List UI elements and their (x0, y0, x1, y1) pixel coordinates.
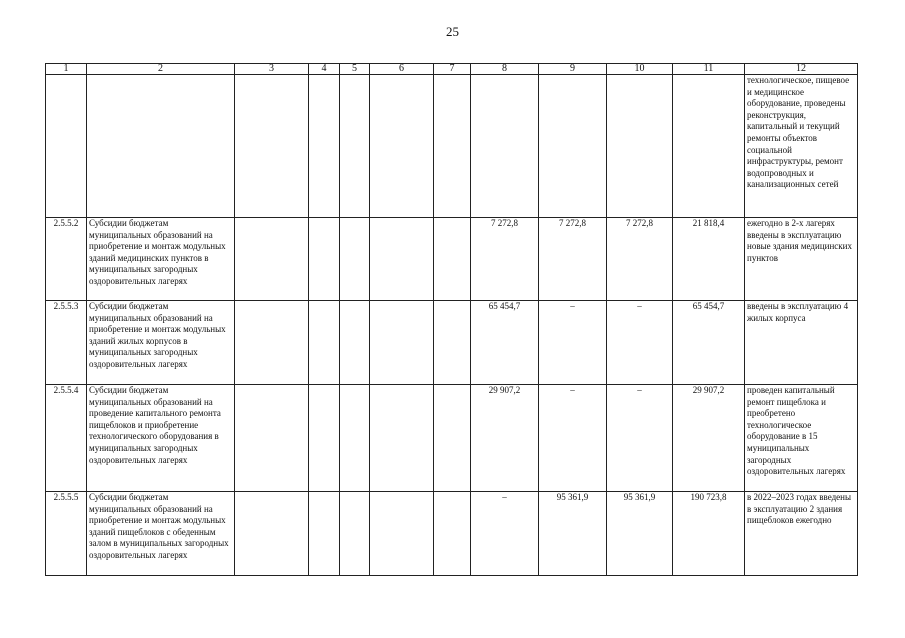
empty-cell (235, 301, 309, 385)
empty-cell (434, 218, 471, 301)
empty-cell (434, 385, 471, 492)
row-name: Субсидии бюджетам муниципальных образований на приобретение и монтаж модульных зданий жилых корпусов в муниципальных загородных оздоровительных лагерях (87, 301, 235, 385)
column-header: 10 (607, 64, 673, 75)
row-code (46, 75, 87, 218)
value-col11: 29 907,2 (673, 385, 745, 492)
column-header: 5 (340, 64, 370, 75)
value-col9 (539, 75, 607, 218)
value-col11: 21 818,4 (673, 218, 745, 301)
value-col9: – (539, 301, 607, 385)
empty-cell (340, 301, 370, 385)
value-col8: – (471, 492, 539, 576)
empty-cell (340, 75, 370, 218)
row-result: проведен капитальный ремонт пищеблока и преобретено технологическое оборудование в 15 муниципальных загородных оздоровительных лагерях (745, 385, 858, 492)
row-name (87, 75, 235, 218)
column-header: 11 (673, 64, 745, 75)
row-name: Субсидии бюджетам муниципальных образований на приобретение и монтаж модульных зданий пищеблоков с обеденным залом в муниципальных загородных оздоровительных лагерях (87, 492, 235, 576)
empty-cell (434, 75, 471, 218)
column-header: 4 (309, 64, 340, 75)
column-header: 1 (46, 64, 87, 75)
empty-cell (309, 492, 340, 576)
value-col10: 7 272,8 (607, 218, 673, 301)
value-col9: 7 272,8 (539, 218, 607, 301)
column-header: 7 (434, 64, 471, 75)
page-number: 25 (446, 24, 459, 39)
value-col10: – (607, 385, 673, 492)
row-code: 2.5.5.4 (46, 385, 87, 492)
empty-cell (370, 218, 434, 301)
row-result: ежегодно в 2-х лагерях введены в эксплуатацию новые здания медицинских пунктов (745, 218, 858, 301)
empty-cell (235, 385, 309, 492)
table-row (46, 218, 858, 301)
empty-cell (370, 385, 434, 492)
value-col8: 29 907,2 (471, 385, 539, 492)
row-code: 2.5.5.5 (46, 492, 87, 576)
empty-cell (340, 385, 370, 492)
empty-cell (370, 75, 434, 218)
value-col9: 95 361,9 (539, 492, 607, 576)
empty-cell (340, 492, 370, 576)
empty-cell (309, 301, 340, 385)
row-name: Субсидии бюджетам муниципальных образований на приобретение и монтаж модульных зданий медицинских пунктов в муниципальных загородных оздоровительных лагерях (87, 218, 235, 301)
table-row (46, 492, 858, 576)
empty-cell (309, 218, 340, 301)
row-name: Субсидии бюджетам муниципальных образований на проведение капитального ремонта пищеблоков и приобретение технологического оборудования в муниципальных загородных оздоровительных лагерях (87, 385, 235, 492)
row-result: введены в эксплуатацию 4 жилых корпуса (745, 301, 858, 385)
empty-cell (309, 75, 340, 218)
value-col11 (673, 75, 745, 218)
empty-cell (370, 492, 434, 576)
value-col10: – (607, 301, 673, 385)
table-row (46, 75, 858, 218)
program-table (45, 63, 858, 576)
empty-cell (434, 301, 471, 385)
value-col11: 65 454,7 (673, 301, 745, 385)
empty-cell (235, 492, 309, 576)
column-header: 6 (370, 64, 434, 75)
value-col10: 95 361,9 (607, 492, 673, 576)
column-header: 12 (745, 64, 858, 75)
empty-cell (235, 218, 309, 301)
table-row (46, 301, 858, 385)
empty-cell (309, 385, 340, 492)
row-code: 2.5.5.2 (46, 218, 87, 301)
empty-cell (340, 218, 370, 301)
value-col10 (607, 75, 673, 218)
empty-cell (434, 492, 471, 576)
value-col9: – (539, 385, 607, 492)
column-number-row (46, 64, 858, 75)
table-row (46, 385, 858, 492)
value-col8 (471, 75, 539, 218)
row-result: технологическое, пищевое и медицинское оборудование, проведены реконструкция, капитальный и текущий ремонты объектов социальной инфраструктуры, ремонт водопроводных и канализационных сетей (745, 75, 858, 218)
value-col8: 7 272,8 (471, 218, 539, 301)
row-result: в 2022–2023 годах введены в эксплуатацию 2 здания пищеблоков ежегодно (745, 492, 858, 576)
column-header: 9 (539, 64, 607, 75)
value-col11: 190 723,8 (673, 492, 745, 576)
empty-cell (235, 75, 309, 218)
row-code: 2.5.5.3 (46, 301, 87, 385)
empty-cell (370, 301, 434, 385)
column-header: 3 (235, 64, 309, 75)
column-header: 2 (87, 64, 235, 75)
column-header: 8 (471, 64, 539, 75)
value-col8: 65 454,7 (471, 301, 539, 385)
